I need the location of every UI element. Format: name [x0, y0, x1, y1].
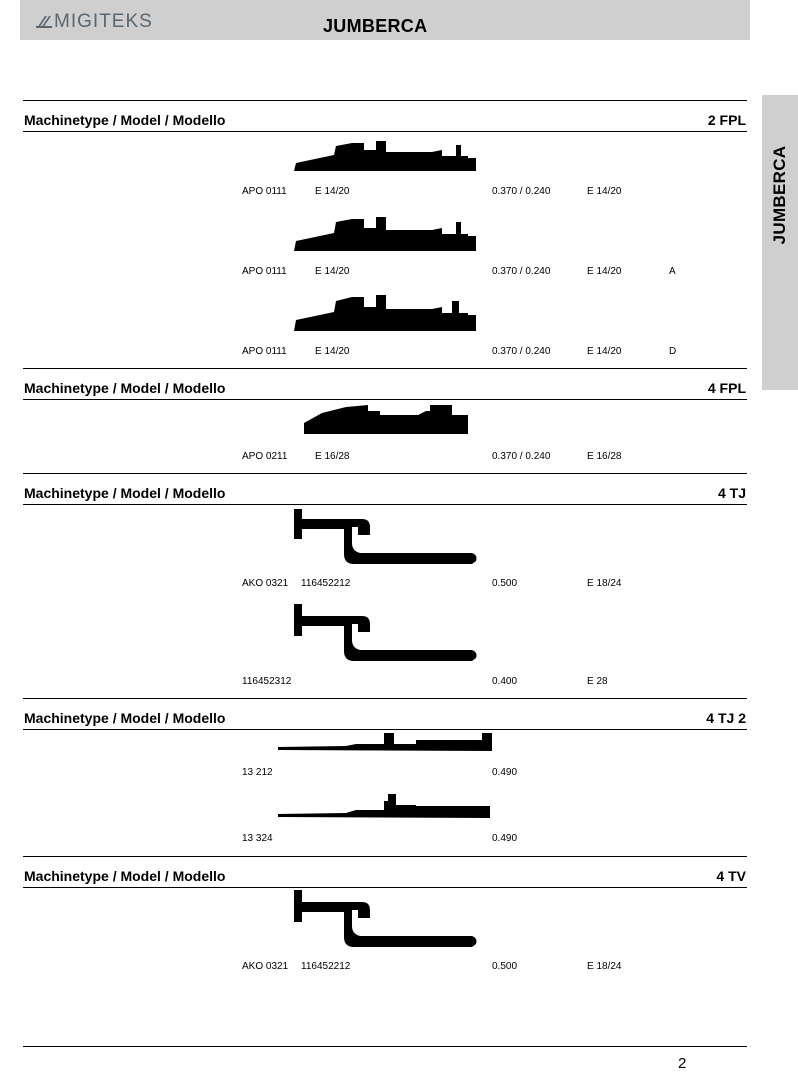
section-title: Machinetype / Model / Modello — [24, 485, 226, 501]
section-rule — [23, 698, 747, 699]
item-gauge: E 14/20 — [587, 186, 622, 197]
item-variant: A — [669, 266, 676, 277]
item-thickness: 0.400 — [492, 676, 518, 687]
footer-rule — [23, 1046, 747, 1047]
section-rule — [23, 368, 747, 369]
hook-profile — [292, 890, 478, 948]
item-size: 116452212 — [301, 961, 351, 972]
item-thickness: 0.370 / 0.240 — [492, 346, 551, 357]
flat-profile — [276, 732, 494, 752]
item-ref: 116452312 — [242, 676, 292, 687]
item-thickness: 0.370 / 0.240 — [492, 266, 551, 277]
item-size: E 16/28 — [315, 451, 350, 462]
item-size: E 14/20 — [315, 266, 350, 277]
item-gauge: E 18/24 — [587, 961, 622, 972]
section-title: Machinetype / Model / Modello — [24, 380, 226, 396]
logo-text: MIGITEKS — [54, 11, 153, 32]
section-rule — [23, 100, 747, 101]
item-ref: APO 0211 — [242, 451, 288, 462]
blade-profile — [292, 136, 478, 172]
item-thickness: 0.500 — [492, 961, 518, 972]
item-ref: 13 324 — [242, 833, 273, 844]
item-gauge: E 14/20 — [587, 346, 622, 357]
section-rule — [23, 399, 747, 400]
item-ref: 13 212 — [242, 767, 273, 778]
item-ref: AKO 0321 — [242, 578, 289, 589]
logo — [36, 12, 153, 32]
item-gauge: E 16/28 — [587, 451, 622, 462]
item-ref: AKO 0321 — [242, 961, 289, 972]
item-size: 116452212 — [301, 578, 351, 589]
section-title: Machinetype / Model / Modello — [24, 112, 226, 128]
blade-profile — [292, 293, 478, 332]
item-variant: D — [669, 346, 677, 357]
section-code: 4 FPL — [707, 380, 746, 396]
section-rule — [23, 131, 747, 132]
item-thickness: 0.370 / 0.240 — [492, 451, 551, 462]
item-gauge: E 14/20 — [587, 266, 622, 277]
page-title: JUMBERCA — [323, 16, 428, 36]
item-thickness: 0.490 — [492, 767, 518, 778]
section-rule — [23, 729, 747, 730]
section-title: Machinetype / Model / Modello — [24, 868, 226, 884]
flat-profile — [276, 793, 494, 819]
blade-profile — [302, 403, 470, 435]
item-gauge: E 28 — [587, 676, 608, 687]
hook-profile — [292, 604, 478, 662]
item-ref: APO 0111 — [242, 266, 287, 277]
item-thickness: 0.500 — [492, 578, 518, 589]
page-number: 2 — [678, 1055, 687, 1072]
section-code: 4 TJ — [717, 485, 746, 501]
header-bar — [20, 0, 750, 40]
section-rule — [23, 856, 747, 857]
section-code: 4 TJ 2 — [706, 710, 746, 726]
section-code: 2 FPL — [707, 112, 746, 128]
section-title: Machinetype / Model / Modello — [24, 710, 226, 726]
item-thickness: 0.370 / 0.240 — [492, 186, 551, 197]
item-thickness: 0.490 — [492, 833, 518, 844]
section-rule — [23, 504, 747, 505]
section-rule — [23, 887, 747, 888]
section-rule — [23, 473, 747, 474]
section-code: 4 TV — [716, 868, 746, 884]
item-size: E 14/20 — [315, 346, 350, 357]
side-tab-label: JUMBERCA — [770, 145, 789, 245]
blade-profile — [292, 214, 478, 252]
side-tab — [762, 95, 798, 390]
item-ref: APO 0111 — [242, 186, 287, 197]
item-ref: APO 0111 — [242, 346, 287, 357]
logo-stripes-icon — [36, 15, 52, 29]
item-gauge: E 18/24 — [587, 578, 622, 589]
hook-profile — [292, 509, 478, 565]
item-size: E 14/20 — [315, 186, 350, 197]
